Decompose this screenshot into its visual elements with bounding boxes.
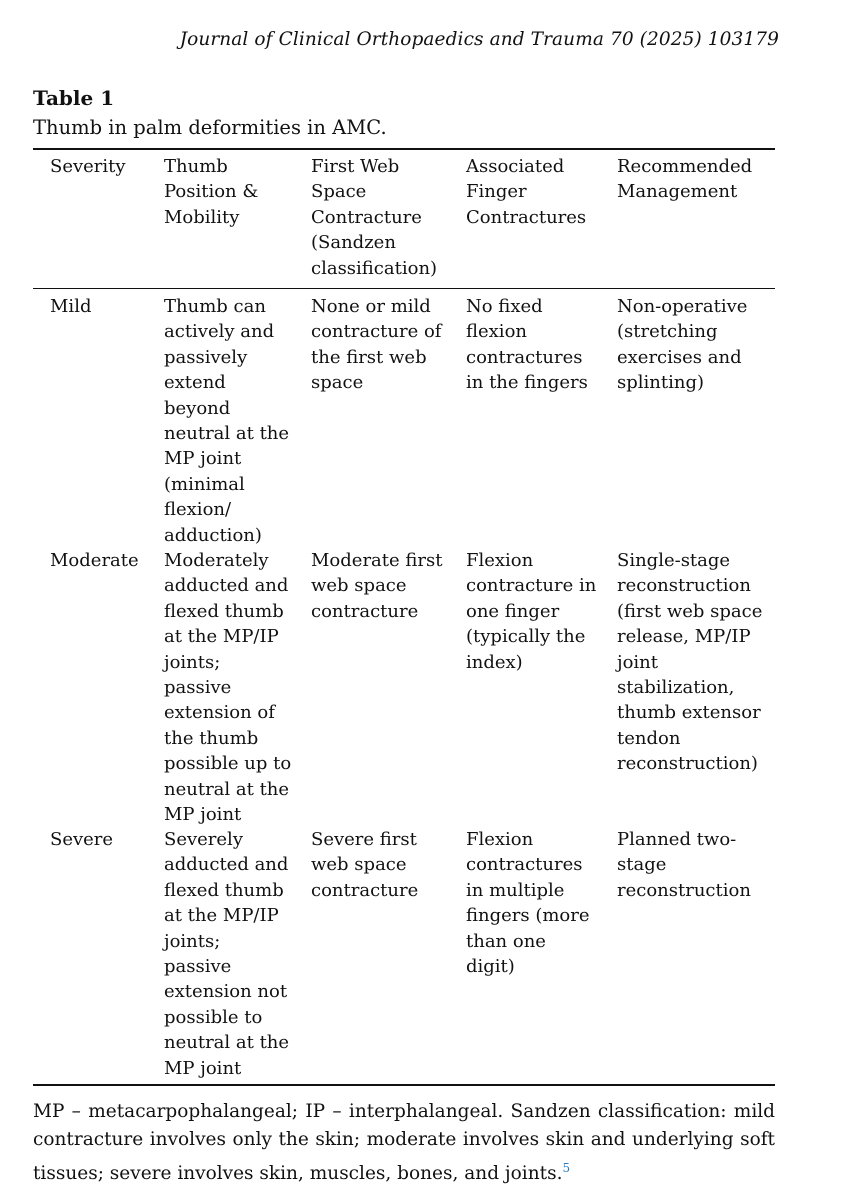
cell-line: beyond: [164, 397, 231, 419]
cell-line: Severely: [164, 829, 243, 850]
cell-line: Single-stage: [617, 550, 731, 571]
cell-line: adduction): [164, 524, 262, 546]
cell-line: stabilization,: [617, 677, 735, 699]
cell-line: (typically the: [466, 626, 586, 648]
cell-line: release, MP/IP: [617, 626, 751, 648]
severe-web-space: [311, 827, 461, 903]
table-caption: Thumb in palm deformities in AMC.: [33, 116, 387, 139]
severe-thumb: [164, 827, 304, 1081]
cell-line: the thumb: [164, 727, 259, 749]
cell-line: thumb extensor: [617, 702, 761, 724]
cell-line: Flexion: [466, 829, 534, 850]
table-label: Table 1: [33, 86, 115, 110]
cell-line: adducted and: [164, 854, 289, 876]
cell-line: Severe: [50, 829, 114, 850]
cell-line: Mobility: [164, 206, 240, 228]
cell-line: MP joint: [164, 804, 242, 826]
cell-line: (minimal: [164, 473, 245, 495]
cell-line: Moderately: [164, 550, 269, 571]
cell-line: possible to: [164, 1006, 263, 1028]
cell-line: Thumb can: [164, 296, 266, 317]
cell-line: web space: [311, 854, 407, 876]
cell-line: contracture of: [311, 321, 442, 343]
cell-line: Recommended: [617, 156, 753, 177]
table-header-rule: [33, 288, 775, 289]
cell-line: Associated: [466, 156, 565, 177]
cell-line: Mild: [50, 296, 92, 317]
header-management: [617, 154, 775, 205]
cell-line: Non-operative: [617, 296, 748, 317]
footnote-line: MP – metacarpophalangeal; IP – interphalangeal. Sandzen classification: mild: [33, 1101, 775, 1122]
cell-line: Flexion: [466, 550, 534, 571]
cell-line: classification): [311, 257, 438, 279]
cell-line: Finger: [466, 181, 527, 203]
header-first-web-space: [311, 154, 461, 281]
moderate-management: [617, 548, 775, 777]
cell-line: flexion/: [164, 499, 232, 521]
moderate-severity: [50, 548, 150, 573]
cell-line: joints;: [164, 930, 221, 952]
cell-line: exercises and: [617, 346, 742, 368]
severe-management: [617, 827, 775, 903]
cell-line: extension not: [164, 981, 288, 1003]
cell-line: extension of: [164, 702, 275, 724]
cell-line: contracture: [311, 879, 419, 901]
cell-line: Management: [617, 181, 738, 203]
cell-line: reconstruction: [617, 879, 751, 901]
footnote-line: contracture involves only the skin; moderate involves skin and underlying soft: [33, 1129, 775, 1150]
moderate-finger: [466, 548, 611, 675]
cell-line: reconstruction: [617, 575, 751, 597]
cell-line: digit): [466, 956, 515, 978]
footnote-line: [33, 1154, 775, 1188]
cell-line: contractures: [466, 854, 583, 876]
mild-web-space: [311, 294, 461, 396]
cell-line: Planned two-: [617, 829, 737, 850]
cell-line: space: [311, 372, 364, 394]
cell-line: Position &: [164, 181, 259, 203]
mild-thumb: [164, 294, 304, 548]
cell-line: stage: [617, 854, 667, 876]
cell-line: reconstruction): [617, 753, 758, 775]
cell-line: flexed thumb: [164, 600, 284, 622]
cell-line: neutral at the: [164, 1032, 290, 1054]
cell-line: MP joint: [164, 1057, 242, 1079]
cell-line: fingers (more: [466, 905, 590, 927]
cell-line: the first web: [311, 346, 427, 368]
footnote-line-text: tissues; severe involves skin, muscles, bones, and joints.: [33, 1163, 563, 1184]
mild-finger: [466, 294, 611, 396]
cell-line: Thumb: [164, 156, 228, 177]
reference-link[interactable]: 5: [562, 1161, 571, 1175]
header-thumb-position: [164, 154, 304, 230]
cell-line: passive: [164, 677, 232, 699]
cell-line: index): [466, 651, 523, 673]
moderate-web-space: [311, 548, 461, 624]
cell-line: passive: [164, 956, 232, 978]
header-finger-contractures: [466, 154, 611, 230]
cell-line: First Web: [311, 156, 400, 177]
table-top-rule: [33, 148, 775, 150]
cell-line: tendon: [617, 727, 681, 749]
cell-line: Moderate: [50, 550, 139, 571]
cell-line: (Sandzen: [311, 232, 396, 254]
cell-line: possible up to: [164, 753, 292, 775]
journal-header: Journal of Clinical Orthopaedics and Trauma 70 (2025) 103179: [179, 29, 779, 50]
cell-line: adducted and: [164, 575, 289, 597]
cell-line: web space: [311, 575, 407, 597]
cell-line: joint: [617, 651, 659, 673]
cell-line: Severity: [50, 156, 126, 177]
cell-line: than one: [466, 930, 546, 952]
table-bottom-rule: [33, 1084, 775, 1086]
cell-line: contractures: [466, 346, 583, 368]
cell-line: Contractures: [466, 206, 587, 228]
cell-line: one finger: [466, 600, 560, 622]
cell-line: neutral at the: [164, 778, 290, 800]
cell-line: flexed thumb: [164, 879, 284, 901]
cell-line: in multiple: [466, 879, 565, 901]
cell-line: at the MP/IP: [164, 626, 279, 648]
cell-line: in the fingers: [466, 372, 588, 394]
cell-line: Severe first: [311, 829, 417, 850]
cell-line: at the MP/IP: [164, 905, 279, 927]
cell-line: Moderate first: [311, 550, 443, 571]
cell-line: No fixed: [466, 296, 543, 317]
severe-finger: [466, 827, 611, 979]
table-footnote: [33, 1098, 775, 1188]
cell-line: extend: [164, 372, 226, 394]
cell-line: passively: [164, 346, 248, 368]
cell-line: (first web space: [617, 600, 763, 622]
cell-line: contracture: [311, 600, 419, 622]
cell-line: actively and: [164, 321, 275, 343]
cell-line: flexion: [466, 321, 527, 343]
severe-severity: [50, 827, 150, 852]
mild-severity: [50, 294, 150, 319]
cell-line: None or mild: [311, 296, 431, 317]
moderate-thumb: [164, 548, 304, 827]
cell-line: Space: [311, 181, 367, 203]
mild-management: [617, 294, 775, 396]
cell-line: MP joint: [164, 448, 242, 470]
cell-line: contracture in: [466, 575, 597, 597]
cell-line: joints;: [164, 651, 221, 673]
cell-line: Contracture: [311, 206, 422, 228]
cell-line: (stretching: [617, 321, 718, 343]
cell-line: neutral at the: [164, 423, 290, 445]
header-severity: [50, 154, 150, 179]
cell-line: splinting): [617, 372, 704, 394]
